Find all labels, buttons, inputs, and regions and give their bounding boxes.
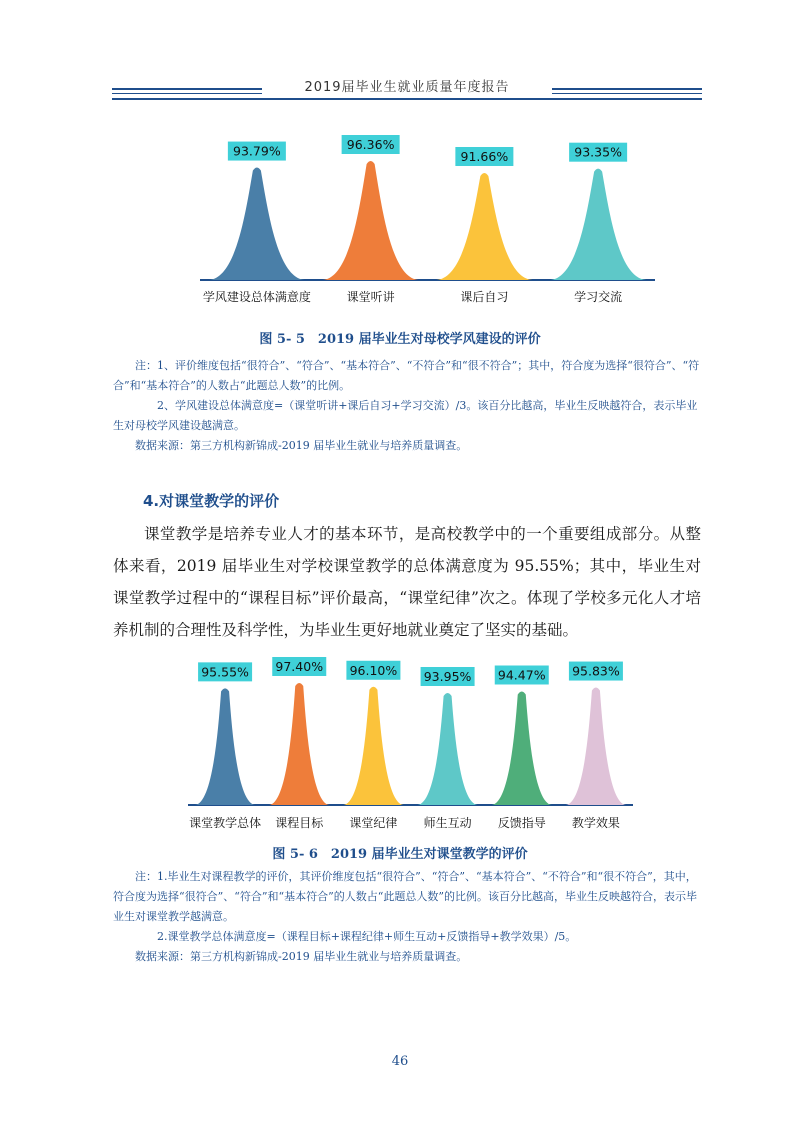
value-label-1: 95.55% bbox=[201, 664, 249, 680]
value-label-3: 91.66% bbox=[460, 149, 509, 164]
chart-study-style bbox=[200, 130, 660, 310]
peak-mark-1 bbox=[195, 688, 255, 805]
peak-mark-4 bbox=[550, 169, 646, 280]
category-label-3: 课堂纪律 bbox=[349, 816, 398, 830]
peak-mark-3 bbox=[343, 687, 403, 805]
category-label-5: 反馈指导 bbox=[497, 816, 546, 830]
category-label-6: 教学效果 bbox=[571, 816, 620, 830]
header-rule-right-1 bbox=[552, 88, 702, 90]
category-label-4: 学习交流 bbox=[574, 290, 623, 304]
category-label-1: 课堂教学总体 bbox=[189, 816, 262, 830]
note2-1: 注：1.毕业生对课程教学的评价，其评价维度包括“很符合”、“符合”、“基本符合”、“不符合”和“很不符合”，其中，符合度为选择“很符合”、“符合”和“基本符合”的人数占“此题总人数”的比例。该百分比越高，毕业生反映越符合，表示毕业生对课堂教学越满意。 bbox=[113, 870, 697, 923]
peak-mark-1 bbox=[209, 168, 305, 280]
note2-source: 数据来源：第三方机构新锦成-2019 届毕业生就业与培养质量调查。 bbox=[135, 950, 468, 963]
figure-5-5-notes bbox=[113, 356, 703, 456]
figure-5-6-caption: 图 5- 6 2019 届毕业生对课堂教学的评价 bbox=[272, 847, 528, 862]
figure-5-6-notes bbox=[113, 867, 703, 967]
value-label-6: 95.83% bbox=[572, 663, 620, 679]
page-number: 46 bbox=[391, 1054, 409, 1069]
header-rule-main bbox=[112, 98, 702, 100]
value-label-3: 96.10% bbox=[349, 662, 398, 678]
figure-5-5-caption: 图 5- 5 2019 届毕业生对母校学风建设的评价 bbox=[259, 332, 541, 347]
note-1: 注：1、评价维度包括“很符合”、“符合”、“基本符合”、“不符合”和“很不符合”；其中，符合度为选择“很符合”、“符合”和“基本符合”的人数占“此题总人数”的比例。 bbox=[113, 359, 700, 392]
note-2: 2、学风建设总体满意度=（课堂听讲+课后自习+学习交流）/3。该百分比越高，毕业生反映越符合，表示毕业生对母校学风建设越满意。 bbox=[113, 399, 698, 432]
category-label-2: 课程目标 bbox=[275, 816, 324, 830]
value-label-4: 93.95% bbox=[423, 669, 472, 684]
peak-mark-3 bbox=[436, 173, 532, 280]
header-rule-right-2 bbox=[552, 93, 702, 94]
category-label-4: 师生互动 bbox=[423, 816, 472, 830]
category-label-2: 课堂听讲 bbox=[346, 290, 395, 304]
section-paragraph: 课堂教学是培养专业人才的基本环节，是高校教学中的一个重要组成部分。从整体来看，2019 届毕业生对学校课堂教学的总体满意度为 95.55%；其中，毕业生对课堂教学过程中的“课程目标”评价最高，“课堂纪律”次之。体现了学校多元化人才培养机制的合理性及科学性，为毕业生更好地就业奠定了坚实的基础。 bbox=[113, 525, 701, 639]
value-label-1: 93.79% bbox=[233, 143, 281, 159]
section-heading: 4.对课堂教学的评价 bbox=[143, 492, 280, 510]
peak-mark-2 bbox=[269, 683, 329, 805]
value-label-4: 93.35% bbox=[574, 144, 622, 160]
header-rule-left-1 bbox=[112, 88, 262, 90]
note-source: 数据来源：第三方机构新锦成-2019 届毕业生就业与培养质量调查。 bbox=[135, 439, 468, 452]
value-label-5: 94.47% bbox=[497, 667, 546, 683]
value-label-2: 97.40% bbox=[275, 659, 324, 674]
peak-mark-2 bbox=[323, 161, 419, 280]
category-label-1: 学风建设总体满意度 bbox=[202, 290, 311, 304]
header-title: 2019届毕业生就业质量年度报告 bbox=[304, 80, 510, 95]
note2-2: 2.课堂教学总体满意度=（课程目标+课程纪律+师生互动+反馈指导+教学效果）/5。 bbox=[157, 930, 577, 943]
chart-classroom-teaching-svg bbox=[188, 650, 638, 838]
category-label-3: 课后自习 bbox=[460, 290, 509, 304]
peak-mark-5 bbox=[492, 691, 552, 805]
chart-classroom-teaching bbox=[188, 650, 638, 838]
header-rule-left-2 bbox=[112, 93, 262, 94]
chart-study-style-svg bbox=[200, 130, 660, 310]
page-header bbox=[112, 76, 702, 106]
value-label-2: 96.36% bbox=[346, 137, 395, 152]
peak-mark-6 bbox=[566, 688, 626, 805]
peak-mark-4 bbox=[418, 693, 478, 805]
